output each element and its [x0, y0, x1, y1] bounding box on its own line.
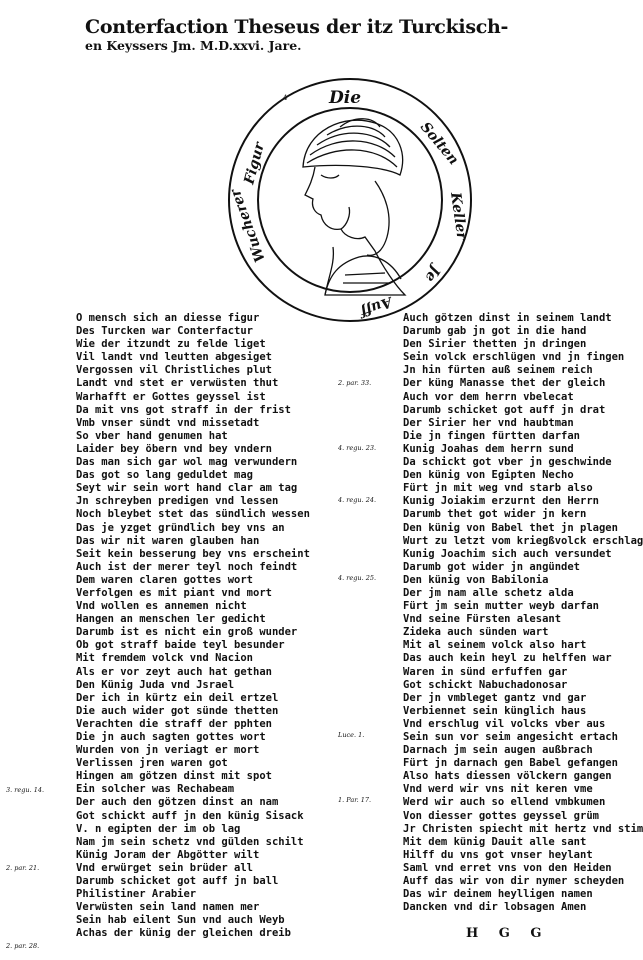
- verse-line: Der Sirier her vnd haubtman: [403, 416, 574, 429]
- verse-line: Jn hin fürten auß seinem reich: [403, 364, 593, 377]
- verse-line: Von diesser gottes geyssel grüm: [403, 809, 599, 822]
- verse-line: Got schickt Nabuchadonosar: [403, 678, 568, 691]
- verse-line: Der jm nam alle schetz alda: [403, 586, 574, 599]
- portrait-medallion: [225, 75, 475, 325]
- margin-note: 4. regu. 23.: [338, 444, 377, 453]
- verse-line: Wurden von jn veriagt er mort: [76, 744, 260, 757]
- verse-line: Hilff du vns got vnser heylant: [403, 848, 593, 861]
- verse-line: Das wir deinem heylligen namen: [403, 888, 593, 901]
- poem-left-column: [76, 312, 310, 941]
- verse-line: Vil landt vnd leutten abgesiget: [76, 351, 272, 364]
- verse-line: Auch vor dem herrn vbelecat: [403, 390, 574, 403]
- verse-line: Vnd werd wir vns nit keren vme: [403, 783, 593, 796]
- verse-line: Die auch wider got sünde thetten: [76, 704, 279, 717]
- verse-line: Da mit vns got straff in der frist: [76, 403, 291, 416]
- margin-note: 2. par. 28.: [6, 942, 40, 951]
- verse-line: Den Sirier thetten jn dringen: [403, 338, 587, 351]
- verse-line: Laider bey öbern vnd bey vndern: [76, 442, 272, 455]
- margin-note: 4. regu. 24.: [338, 496, 377, 505]
- medallion-marker: 4: [283, 94, 288, 102]
- verse-line: Verlissen jren waren got: [76, 757, 228, 770]
- verse-line: Das auch kein heyl zu helffen war: [403, 652, 612, 665]
- verse-line: Darumb ist es nicht ein groß wunder: [76, 626, 298, 639]
- verse-line: Sein sun vor seim angesicht ertach: [403, 731, 618, 743]
- verse-line: Nam jm sein schetz vnd gülden schilt: [76, 835, 304, 848]
- verse-line: Auch götzen dinst in seinem landt: [403, 312, 612, 324]
- verse-line: Des Turcken war Conterfactur: [76, 325, 254, 338]
- ring-word-6: Figur: [241, 140, 268, 187]
- verse-line: Hingen am götzen dinst mit spot: [76, 770, 272, 783]
- verse-line: Seit kein besserung bey vns erscheint: [76, 547, 310, 560]
- verse-line: Den Künig Juda vnd Jsrael: [76, 678, 235, 691]
- verse-line: Künig Joram der Abgötter wilt: [76, 848, 260, 861]
- verse-line: Das je yzget gründlich bey vns an: [76, 521, 285, 534]
- margin-note: 1. Par. 17.: [338, 796, 372, 805]
- verse-line: Kunig Joachim sich auch versundet: [403, 547, 612, 560]
- verse-line: Vnd seine Fürsten alesant: [403, 613, 562, 626]
- verse-line: Da schickt got vber jn geschwinde: [403, 456, 612, 469]
- verse-line: V. n egipten der im ob lag: [76, 822, 241, 835]
- verse-line: Mit fremdem volck vnd Nacion: [76, 652, 254, 665]
- verse-line: Saml vnd erret vns von den Heiden: [403, 861, 612, 874]
- verse-line: Auff das wir von dir nymer scheyden: [403, 875, 625, 888]
- ring-word-4: Auff: [357, 293, 395, 320]
- verse-line: Ob got straff baide teyl besunder: [76, 639, 285, 652]
- margin-note: 2. par. 21.: [6, 864, 40, 873]
- margin-note: Luce. 1.: [338, 731, 365, 740]
- verse-line: Den künig von Egipten Necho: [403, 469, 574, 482]
- medallion-top-text: Die: [329, 88, 362, 108]
- verse-line: So vber hand genumen hat: [76, 429, 228, 442]
- sultan-portrait: [303, 119, 405, 295]
- title-line-1: Conterfaction Theseus der itz Turckisch-: [85, 16, 509, 38]
- verse-line: Darumb thet got wider jn kern: [403, 508, 587, 521]
- verse-line: Kunig Joiakim erzurnt den Herrn: [403, 495, 599, 508]
- verse-line: Fürt jn mit weg vnd starb also: [403, 482, 593, 495]
- verse-line: Fürt jn darnach gen Babel gefangen: [403, 757, 618, 770]
- verse-line: Seyt wir sein wort hand clar am tag: [76, 482, 298, 495]
- verse-line: Verwüsten sein land namen mer: [76, 901, 260, 914]
- verse-line: Das man sich gar wol mag verwundern: [76, 456, 298, 469]
- verse-line: Dem waren claren gottes wort: [76, 573, 254, 586]
- right-margin-notes: [338, 312, 376, 808]
- margin-note: 3. regu. 14.: [6, 786, 45, 794]
- verse-line: Zideka auch sünden wart: [403, 626, 549, 639]
- verse-line: Das got so lang geduldet mag: [76, 469, 254, 482]
- ring-word-5: Wucherer: [227, 186, 269, 265]
- verse-line: Werd wir auch so ellend vmbkumen: [403, 796, 606, 809]
- verse-line: Hangen an menschen ler gedicht: [76, 613, 266, 626]
- verse-line: Der ich in kürtz ein deil ertzel: [76, 691, 279, 704]
- verse-line: Die jn fingen fürtten darfan: [403, 429, 581, 442]
- verse-line: Vergossen vil Christliches plut: [76, 364, 272, 377]
- verse-line: Darumb schicket got auff jn drat: [403, 403, 606, 416]
- verse-line: O mensch sich an diesse figur: [76, 312, 260, 324]
- title-line-2: en Keyssers Jm. M.D.xxvi. Jare.: [85, 38, 302, 53]
- verse-line: Der jn vmbleget gantz vnd gar: [403, 691, 587, 704]
- verse-line: Darumb got wider jn angündet: [403, 560, 581, 573]
- ring-word-2: Keller: [447, 191, 470, 241]
- verse-line: Dancken vnd dir lobsagen Amen: [403, 901, 587, 914]
- verse-line: Als er vor zeyt auch hat gethan: [76, 665, 272, 678]
- verse-line: Sein hab eilent Sun vnd auch Weyb: [76, 914, 285, 927]
- verse-line: Der küng Manasse thet der gleich: [403, 377, 606, 390]
- verse-line: Waren in sünd erfuffen gar: [403, 665, 568, 678]
- verse-line: Verfolgen es mit piant vnd mort: [76, 586, 272, 599]
- margin-note: 4. regu. 25.: [338, 574, 377, 583]
- verse-line: Achas der künig der gleichen dreib: [76, 927, 291, 940]
- verse-line: Der auch den götzen dinst an nam: [76, 796, 279, 809]
- verse-line: Sein volck erschlügen vnd jn fingen: [403, 351, 625, 364]
- verse-line: Vnd wollen es annemen nicht: [76, 600, 247, 613]
- left-margin-notes: [6, 312, 44, 953]
- verse-line: Fürt jm sein mutter weyb darfan: [403, 600, 599, 613]
- printer-mark: H G G: [466, 926, 550, 941]
- verse-line: Ein solcher was Rechabeam: [76, 783, 235, 796]
- verse-line: Philistiner Arabier: [76, 888, 197, 901]
- verse-line: Noch bleybet stet das sündlich wessen: [76, 508, 310, 521]
- verse-line: Den künig von Babel thet jn plagen: [403, 521, 618, 534]
- verse-line: Warhafft er Gottes geyssel ist: [76, 390, 266, 403]
- verse-line: Darumb gab jn got in die hand: [403, 325, 587, 338]
- verse-line: Mit al seinem volck also hart: [403, 639, 587, 652]
- verse-line: Verachten die straff der pphten: [76, 717, 272, 730]
- verse-line: Wurt zu letzt vom kriegßvolck erschlag: [403, 534, 643, 547]
- margin-note: 2. par. 33.: [338, 379, 372, 387]
- verse-line: Darumb schicket got auff jn ball: [76, 875, 279, 888]
- verse-line: Die jn auch sagten gottes wort: [76, 731, 266, 743]
- verse-line: Auch ist der merer teyl noch feindt: [76, 560, 298, 573]
- verse-line: Mit dem künig Dauit alle sant: [403, 835, 587, 848]
- verse-line: Also hats diessen völckern gangen: [403, 770, 612, 783]
- verse-line: Jr Christen spiecht mit hertz vnd stim: [403, 822, 643, 835]
- verse-line: Darnach jm sein augen außbrach: [403, 744, 593, 757]
- ring-word-1: Solten: [416, 119, 462, 169]
- poem-right-column: [403, 312, 643, 914]
- verse-line: Vmb vnser sündt vnd missetadt: [76, 416, 260, 429]
- ring-word-3: Je: [421, 262, 444, 285]
- verse-line: Kunig Joahas dem herrn sund: [403, 442, 574, 455]
- verse-line: Vnd erschlug vil volcks vber aus: [403, 717, 606, 730]
- verse-line: Verbiennet sein künglich haus: [403, 704, 587, 717]
- verse-line: Wie der itzundt zu felde liget: [76, 338, 266, 351]
- verse-line: Jn schreyben predigen vnd lessen: [76, 495, 279, 508]
- verse-line: Das wir nit waren glauben han: [76, 534, 260, 547]
- verse-line: Vnd erwürget sein brüder all: [76, 861, 254, 874]
- verse-line: Den künig von Babilonia: [403, 573, 549, 586]
- verse-line: Got schickt auff jn den künig Sisack: [76, 809, 304, 822]
- verse-line: Landt vnd stet er verwüsten thut: [76, 377, 279, 390]
